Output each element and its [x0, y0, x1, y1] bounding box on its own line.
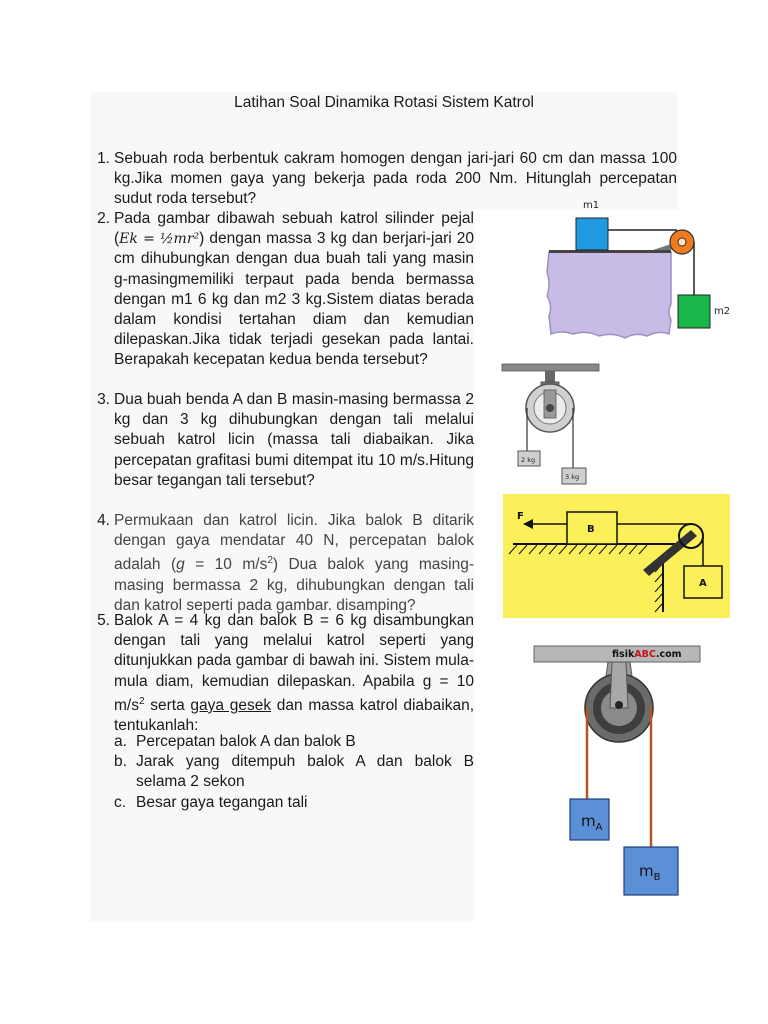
question-5-text-c: dan massa katrol diabaikan, tentukanlah:	[114, 696, 474, 735]
question-4-sup: 2	[267, 555, 273, 567]
label-block-b: B	[587, 524, 595, 535]
question-1-number: 1.	[97, 150, 110, 167]
question-5-text-a: Balok A = 4 kg dan balok B = 6 kg disambungkan dengan tali yang melalui katrol seperti yang ditunjukkan pada gambar di bawah ini. Sistem mula-mula diam, kemudian dilepaskan. Apabila g = 10 m/s	[114, 612, 474, 714]
question-5-sup: 2	[138, 695, 145, 707]
figure-table-pulley	[543, 196, 743, 346]
question-5-number: 5.	[97, 612, 110, 629]
question-3-number: 3.	[97, 391, 110, 408]
figure-atwood-machine	[532, 642, 702, 897]
question-4-g-symbol: g	[176, 556, 185, 574]
question-5-text-b: serta	[144, 696, 191, 714]
question-5-text	[114, 611, 474, 736]
question-5-item-c-label: c.	[114, 794, 127, 811]
question-5-item-a-label: a.	[114, 733, 127, 750]
question-5-item-c-text: Besar gaya tegangan tali	[136, 794, 308, 811]
label-mass-left: 2 kg	[521, 456, 536, 464]
table-surface	[547, 252, 671, 338]
label-block-a: A	[699, 578, 707, 589]
label-ma: $m_A$	[581, 812, 603, 833]
brand-text: fisikABC.com	[612, 649, 682, 660]
question-2-text-a: Pada gambar dibawah sebuah katrol silinder pejal (	[114, 210, 474, 248]
figure-hanging-pulley	[500, 362, 605, 487]
label-mb: $m_B$	[639, 862, 661, 883]
label-m1: m1	[583, 200, 600, 211]
question-2-text	[114, 209, 474, 371]
block-m2	[678, 295, 710, 328]
question-5-item-a-text: Percepatan balok A dan balok B	[136, 733, 356, 750]
label-force-f: F	[517, 511, 524, 522]
question-5-item-b-text: Jarak yang ditempuh balok A dan balok B selama 2 sekon	[136, 753, 474, 791]
ceiling-bar	[502, 364, 599, 371]
question-2-formula: Ek = ½mr²	[119, 231, 200, 248]
question-4-text-c: ) Dua balok yang masing-masing bermassa 2 kg, dihubungkan dengan tali dan katrol seperti pada gambar. disamping?	[114, 556, 474, 614]
question-5-item-b-label: b.	[114, 753, 127, 770]
question-2-number: 2.	[97, 210, 110, 227]
question-2-text-b: ) dengan massa 3 kg dan berjari-jari 20 cm dihubungkan dengan dua buah tali yang masin g-masingmemiliki terpaut pada benda bermassa dengan m1 6 kg dan m2 3 kg.Sistem diatas berada dalam kondisi tertahan diam dan kemudian dilepaskan.Jika tidak terjadi gesekan pada lantai. Berapakah kecepatan kedua benda tersebut?	[114, 230, 474, 369]
question-4-text	[114, 511, 474, 616]
question-1-text: Sebuah roda berbentuk cakram homogen dengan jari-jari 60 cm dan massa 100 kg.Jika momen gaya yang bekerja pada roda 200 Nm. Hitunglah percepatan sudut roda tersebut?	[114, 150, 677, 208]
question-4-text-b: = 10 m/s	[184, 556, 268, 574]
label-mass-right: 3 kg	[565, 473, 580, 481]
figure-incline-pulley	[503, 494, 730, 618]
block-m1	[576, 218, 608, 250]
question-3-text: Dua buah benda A dan B masin-masing bermassa 2 kg dan 3 kg dihubungkan dengan tali melalui sebuah katrol licin (massa tali diabaikan. Jika percepatan grafitasi bumi ditempat itu 10 m/s.Hitung besar tegangan tali tersebut?	[114, 391, 474, 489]
page-title: Latihan Soal Dinamika Rotasi Sistem Katrol	[234, 94, 534, 111]
label-m2: m2	[714, 306, 731, 317]
question-4-text-a: Permukaan dan katrol licin. Jika balok B ditarik dengan gaya mendatar 40 N, percepatan balok adalah (	[114, 512, 474, 574]
question-5-underlined: gaya gesek	[190, 696, 272, 714]
question-4-number: 4.	[97, 512, 110, 529]
